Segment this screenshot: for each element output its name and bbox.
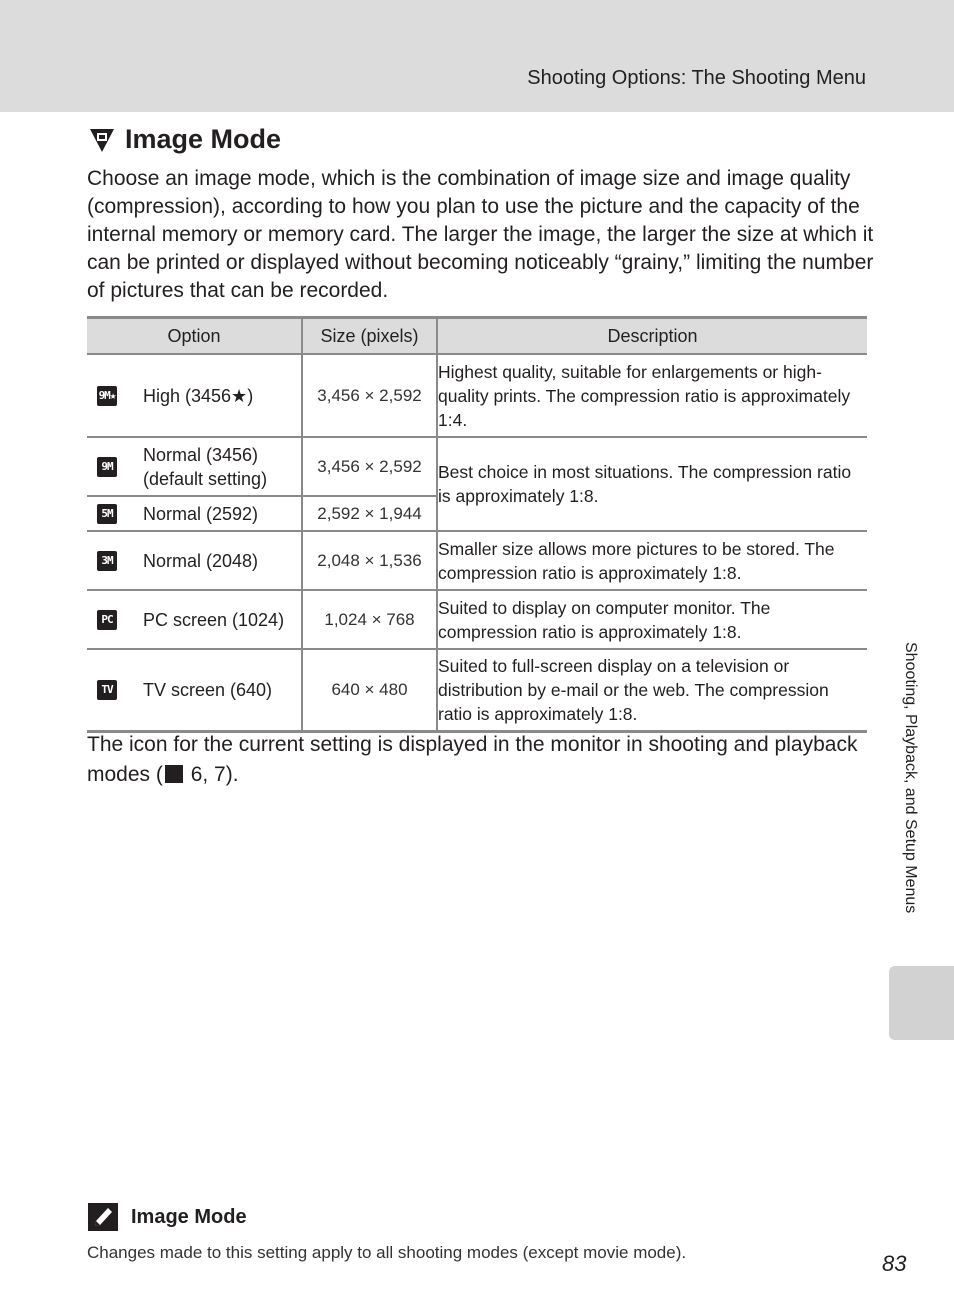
option-label: TV screen (640) (143, 679, 273, 700)
image-mode-table (87, 316, 867, 733)
size-cell: 2,048 × 1,536 (302, 531, 437, 590)
col-header-size: Size (pixels) (302, 318, 437, 355)
image-mode-normal-2048-icon: 3M (97, 551, 117, 571)
side-tab-label: Shooting, Playback, and Setup Menus (902, 642, 919, 914)
memo-heading (87, 1202, 247, 1232)
table-row (87, 531, 867, 590)
pencil-note-icon (87, 1202, 119, 1232)
description-cell: Highest quality, suitable for enlargements or high-quality prints. The compression ratio is approximately 1:4. (437, 354, 867, 437)
option-cell (87, 437, 302, 496)
table-row (87, 437, 867, 496)
option-label-line1: Normal (3456) (143, 444, 259, 465)
option-label-line2: (default setting) (143, 468, 268, 489)
option-cell (87, 649, 302, 731)
col-header-option: Option (87, 318, 302, 355)
option-cell (87, 531, 302, 590)
description-cell: Smaller size allows more pictures to be stored. The compression ratio is approximately 1:8. (437, 531, 867, 590)
image-mode-tv-icon: TV (97, 680, 117, 700)
page-reference-icon (165, 765, 183, 783)
option-cell (87, 590, 302, 649)
size-cell: 2,592 × 1,944 (302, 496, 437, 531)
table-row (87, 649, 867, 731)
note-text-after: 6, 7). (184, 763, 239, 786)
option-label (143, 443, 267, 491)
image-mode-normal-3456-icon: 9M (97, 457, 117, 477)
running-header: Shooting Options: The Shooting Menu (527, 67, 866, 89)
memo-text: Changes made to this setting apply to all shooting modes (except movie mode). (87, 1243, 687, 1262)
note-text-before: The icon for the current setting is displayed in the monitor in shooting and playback modes ( (87, 733, 858, 786)
description-cell: Suited to display on computer monitor. The compression ratio is approximately 1:8. (437, 590, 867, 649)
page-number: 83 (882, 1251, 907, 1276)
option-cell (87, 496, 302, 531)
header-band (0, 0, 954, 112)
table-header-row (87, 318, 867, 355)
option-label: Normal (2592) (143, 503, 259, 524)
intro-paragraph: Choose an image mode, which is the combination of image size and image quality (compression), according to how you plan to use the picture and the capacity of the internal memory or memory card. The larger the image, the larger the size at which it can be printed or displayed without becoming noticeably “grainy,” limiting the number of pictures that can be recorded. (87, 167, 874, 302)
size-cell: 3,456 × 2,592 (302, 437, 437, 496)
after-table-note (87, 730, 867, 790)
size-cell: 640 × 480 (302, 649, 437, 731)
image-mode-menu-icon (87, 125, 117, 155)
image-mode-high-icon: 9M★ (97, 386, 117, 406)
size-cell: 1,024 × 768 (302, 590, 437, 649)
description-cell: Best choice in most situations. The compression ratio is approximately 1:8. (437, 437, 867, 531)
section-title: Image Mode (125, 124, 282, 154)
section-heading (87, 124, 281, 155)
option-label: Normal (2048) (143, 550, 259, 571)
image-mode-pc-icon: PC (97, 610, 117, 630)
memo-title: Image Mode (131, 1205, 247, 1228)
option-cell (87, 354, 302, 437)
table-row (87, 590, 867, 649)
side-tab-marker (889, 966, 954, 1040)
option-label: PC screen (1024) (143, 609, 285, 630)
image-mode-normal-2592-icon: 5M (97, 504, 117, 524)
option-label: High (3456★) (143, 385, 254, 406)
description-cell: Suited to full-screen display on a television or distribution by e-mail or the web. The compression ratio is approximately 1:8. (437, 649, 867, 731)
col-header-description: Description (437, 318, 867, 355)
size-cell: 3,456 × 2,592 (302, 354, 437, 437)
table-row (87, 354, 867, 437)
